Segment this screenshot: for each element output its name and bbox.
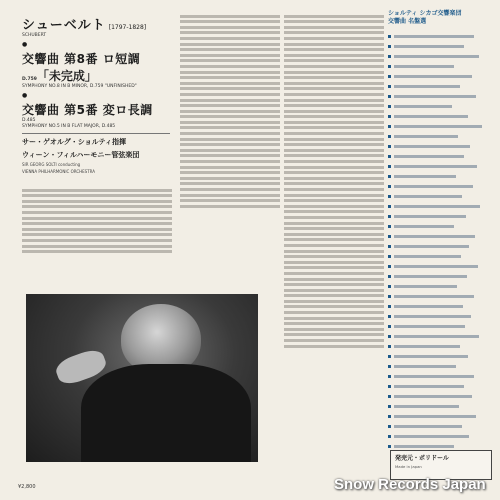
list-item xyxy=(388,222,492,230)
list-item xyxy=(388,192,492,200)
list-item xyxy=(388,242,492,250)
bullet-2: ● xyxy=(22,92,28,99)
work1-english: SYMPHONY NO.8 IN B MINOR, D.759 "UNFINISHED" xyxy=(22,84,137,89)
notes-column-3 xyxy=(284,12,384,349)
watermark-text: Snow Records Japan xyxy=(334,476,486,493)
discography-panel xyxy=(388,10,492,472)
intro-text-lines xyxy=(22,189,172,254)
bullet-1: ● xyxy=(22,41,28,48)
list-item xyxy=(388,342,492,350)
list-item xyxy=(388,142,492,150)
list-item xyxy=(388,232,492,240)
list-item xyxy=(388,212,492,220)
discography-title-2: 交響曲 名盤選 xyxy=(388,18,427,25)
list-item xyxy=(388,372,492,380)
list-item xyxy=(388,322,492,330)
list-item xyxy=(388,442,492,450)
discography-list xyxy=(388,32,492,450)
list-item xyxy=(388,402,492,410)
composer-years: [1797-1828] xyxy=(108,24,147,31)
list-item xyxy=(388,102,492,110)
list-item xyxy=(388,162,492,170)
composer-romaji: SCHUBERT xyxy=(22,33,47,38)
list-item xyxy=(388,272,492,280)
intro-text-block xyxy=(22,186,172,282)
conductor-photo xyxy=(26,294,258,462)
price-label: ¥2,800 xyxy=(18,484,36,490)
list-item xyxy=(388,82,492,90)
list-item xyxy=(388,92,492,100)
list-item xyxy=(388,302,492,310)
notes-column-3-lines xyxy=(284,15,384,348)
list-item xyxy=(388,122,492,130)
list-item xyxy=(388,72,492,80)
list-item xyxy=(388,62,492,70)
list-item xyxy=(388,262,492,270)
list-item xyxy=(388,52,492,60)
discography-title-1: ショルティ シカゴ交響楽団 xyxy=(388,10,462,17)
list-item xyxy=(388,152,492,160)
list-item xyxy=(388,312,492,320)
list-item xyxy=(388,172,492,180)
credits-line-1: SIR GEORG SOLTI conducting xyxy=(22,162,81,167)
work1-catalog: D.759 xyxy=(22,77,37,82)
notes-column-2-lines xyxy=(180,15,280,208)
list-item xyxy=(388,362,492,370)
divider xyxy=(22,133,170,134)
photo-body xyxy=(81,364,251,462)
list-item xyxy=(388,352,492,360)
list-item xyxy=(388,412,492,420)
conductor-name: サー・ゲオルグ・ショルティ指揮 xyxy=(22,138,127,146)
credits-line-2: VIENNA PHILHARMONIC ORCHESTRA xyxy=(22,169,96,174)
orchestra-name: ウィーン・フィルハーモニー管弦楽団 xyxy=(22,151,140,159)
work2-title: 交響曲 第5番 変ロ長調 xyxy=(22,103,153,117)
list-item xyxy=(388,112,492,120)
list-item xyxy=(388,182,492,190)
list-item xyxy=(388,32,492,40)
work2-english: SYMPHONY NO.5 IN B FLAT MAJOR, D.485 xyxy=(22,124,116,129)
list-item xyxy=(388,202,492,210)
list-item xyxy=(388,432,492,440)
list-item xyxy=(388,392,492,400)
made-in-japan: Made in Japan xyxy=(395,464,422,469)
list-item xyxy=(388,292,492,300)
work1-title: 交響曲 第8番 ロ短調 xyxy=(22,52,141,66)
list-item xyxy=(388,332,492,340)
notes-column-2 xyxy=(180,12,280,210)
work1-nickname-line xyxy=(22,67,170,84)
composer-name: シューベルト [1797-1828] xyxy=(22,18,147,33)
list-item xyxy=(388,282,492,290)
publisher-label: 発売元・ポリドール xyxy=(395,455,449,462)
list-item xyxy=(388,252,492,260)
list-item xyxy=(388,42,492,50)
work2-catalog: D.485 xyxy=(22,118,36,123)
list-item xyxy=(388,422,492,430)
list-item xyxy=(388,382,492,390)
title-block xyxy=(22,14,170,174)
list-item xyxy=(388,132,492,140)
work1-nickname: 「未完成」 xyxy=(36,69,97,83)
